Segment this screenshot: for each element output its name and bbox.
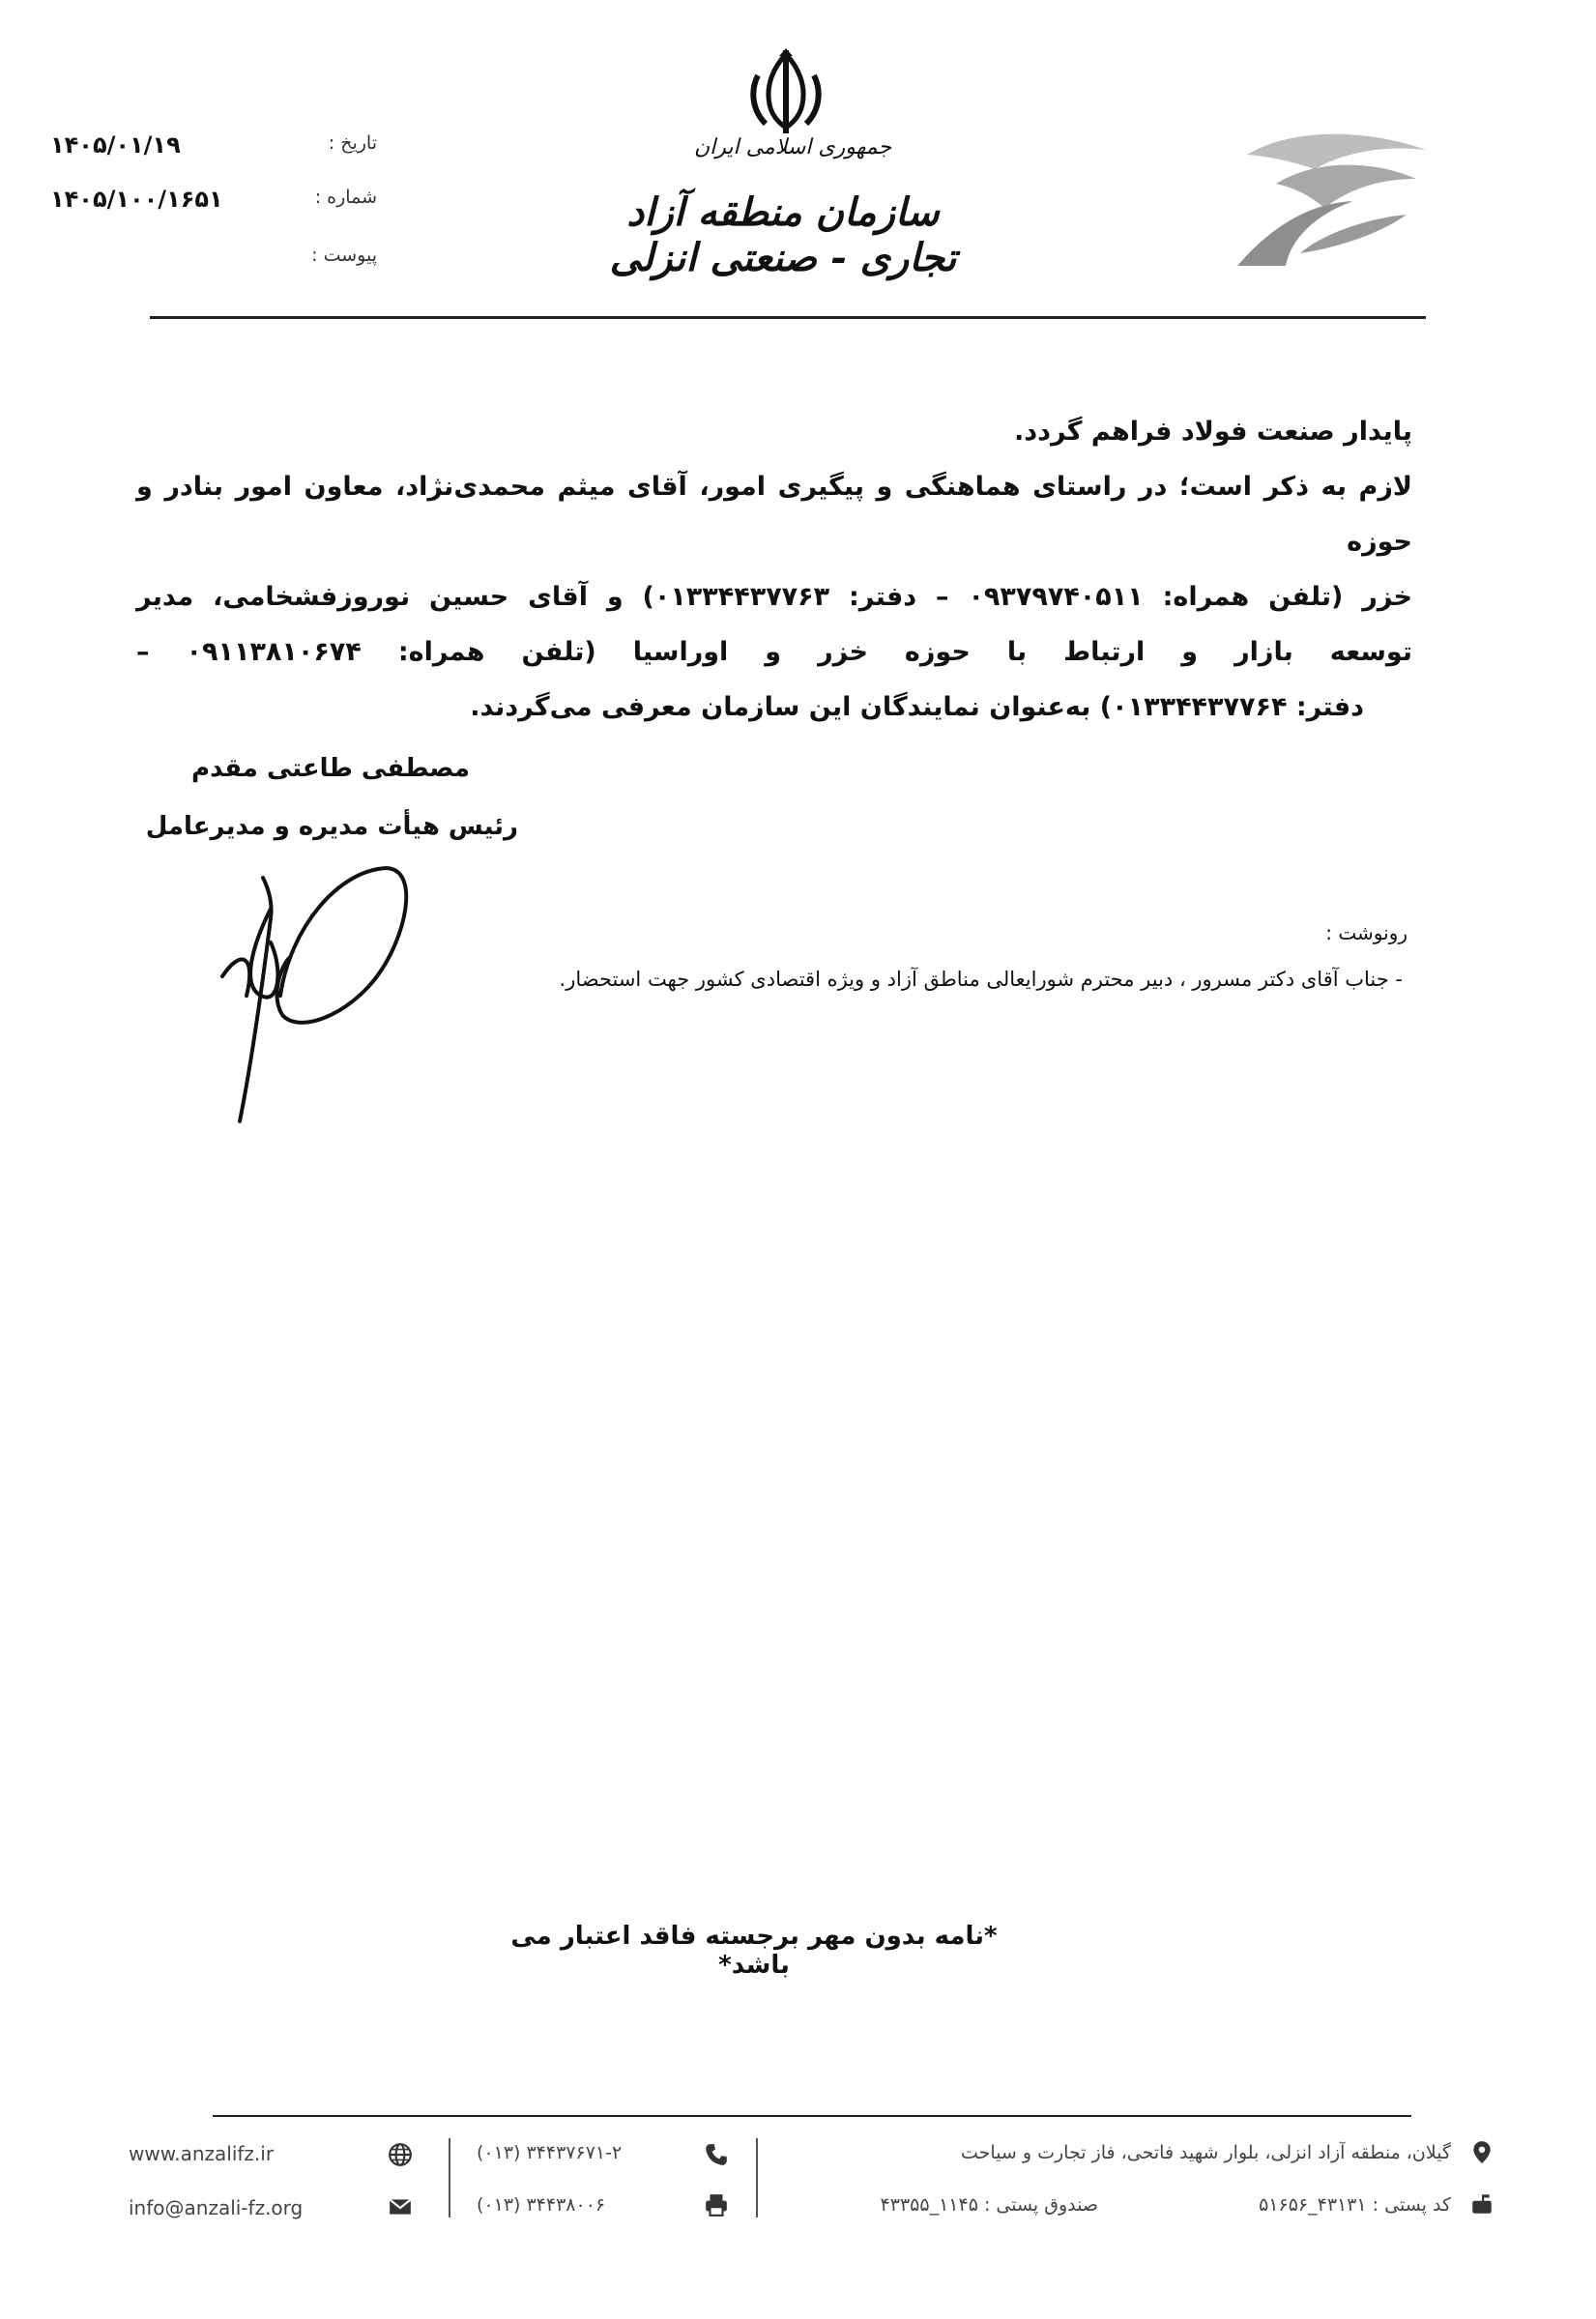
footer-rule — [213, 2115, 1411, 2117]
republic-name: جمهوری اسلامی ایران — [693, 135, 892, 159]
footer-postal-code: کد پستی : ۴۳۱۳۱_۵۱۶۵۶ — [1259, 2194, 1451, 2216]
footer-separator — [756, 2138, 758, 2218]
organization-name: سازمان منطقه آزاد تجاری - صنعتی انزلی — [609, 189, 957, 280]
footer-website[interactable]: www.anzalifz.ir — [129, 2142, 275, 2165]
anzali-logo-icon — [1208, 126, 1431, 271]
body-line: پایدار صنعت فولاد فراهم گردد. — [1013, 417, 1412, 447]
date-label: تاریخ : — [328, 132, 377, 154]
footer-phone: (۰۱۳) ۳۴۴۳۷۶۷۱-۲ — [477, 2142, 623, 2163]
location-pin-icon — [1469, 2139, 1494, 2164]
mailbox-icon — [1469, 2191, 1494, 2217]
phone-icon — [704, 2142, 729, 2167]
number-label: شماره : — [314, 187, 377, 208]
footer-email[interactable]: info@anzali-fz.org — [129, 2196, 304, 2219]
footer-separator — [449, 2138, 450, 2218]
fax-icon — [704, 2192, 729, 2218]
header-rule — [150, 316, 1426, 319]
attachment-label: پیوست : — [311, 245, 377, 266]
body-line: توسعه بازار و ارتباط با حوزه خزر و اوراسیا (تلفن همراه: ۰۹۱۱۳۸۱۰۶۷۴ – — [136, 637, 1412, 667]
globe-icon — [388, 2142, 413, 2167]
cc-item: - جناب آقای دکتر مسرور ، دبیر محترم شورایعالی مناطق آزاد و ویژه اقتصادی کشور جهت استحضار. — [559, 968, 1403, 991]
letter-body — [136, 404, 1412, 735]
cc-label: رونوشت : — [1325, 921, 1407, 944]
signatory-name: مصطفی طاعتی مقدم — [191, 754, 470, 783]
footer-address: گیلان، منطقه آزاد انزلی، بلوار شهید فاتحی، فاز تجارت و سیاحت — [961, 2142, 1451, 2163]
footer-po-box: صندوق پستی : ۱۱۴۵_۴۳۳۵۵ — [880, 2194, 1098, 2216]
body-line: خزر (تلفن همراه: ۰۹۳۷۹۷۴۰۵۱۱ – دفتر: ۰۱۳۳۴۴۳۷۷۶۳) و آقای حسین نوروزفشخامی، مدیر — [136, 582, 1413, 612]
body-line: لازم به ذکر است؛ در راستای هماهنگی و پیگیری امور، آقای میثم محمدی‌نژاد، معاون امور بنادر و حوزه — [136, 472, 1412, 557]
signatory-title: رئیس هیأت مدیره و مدیرعامل — [145, 812, 518, 841]
envelope-icon — [388, 2194, 413, 2219]
date-value: ۱۴۰۵/۰۱/۱۹ — [50, 131, 181, 159]
iran-emblem-icon — [744, 46, 827, 139]
footer-fax: (۰۱۳) ۳۴۴۳۸۰۰۶ — [477, 2194, 606, 2216]
number-value: ۱۴۰۵/۱۰۰/۱۶۵۱ — [50, 186, 223, 213]
validity-notice: *نامه بدون مهر برجسته فاقد اعتبار می باشد* — [510, 1922, 998, 1980]
body-line: دفتر: ۰۱۳۳۴۴۳۷۷۶۴) به‌عنوان نمایندگان این سازمان معرفی می‌گردند. — [470, 692, 1364, 722]
